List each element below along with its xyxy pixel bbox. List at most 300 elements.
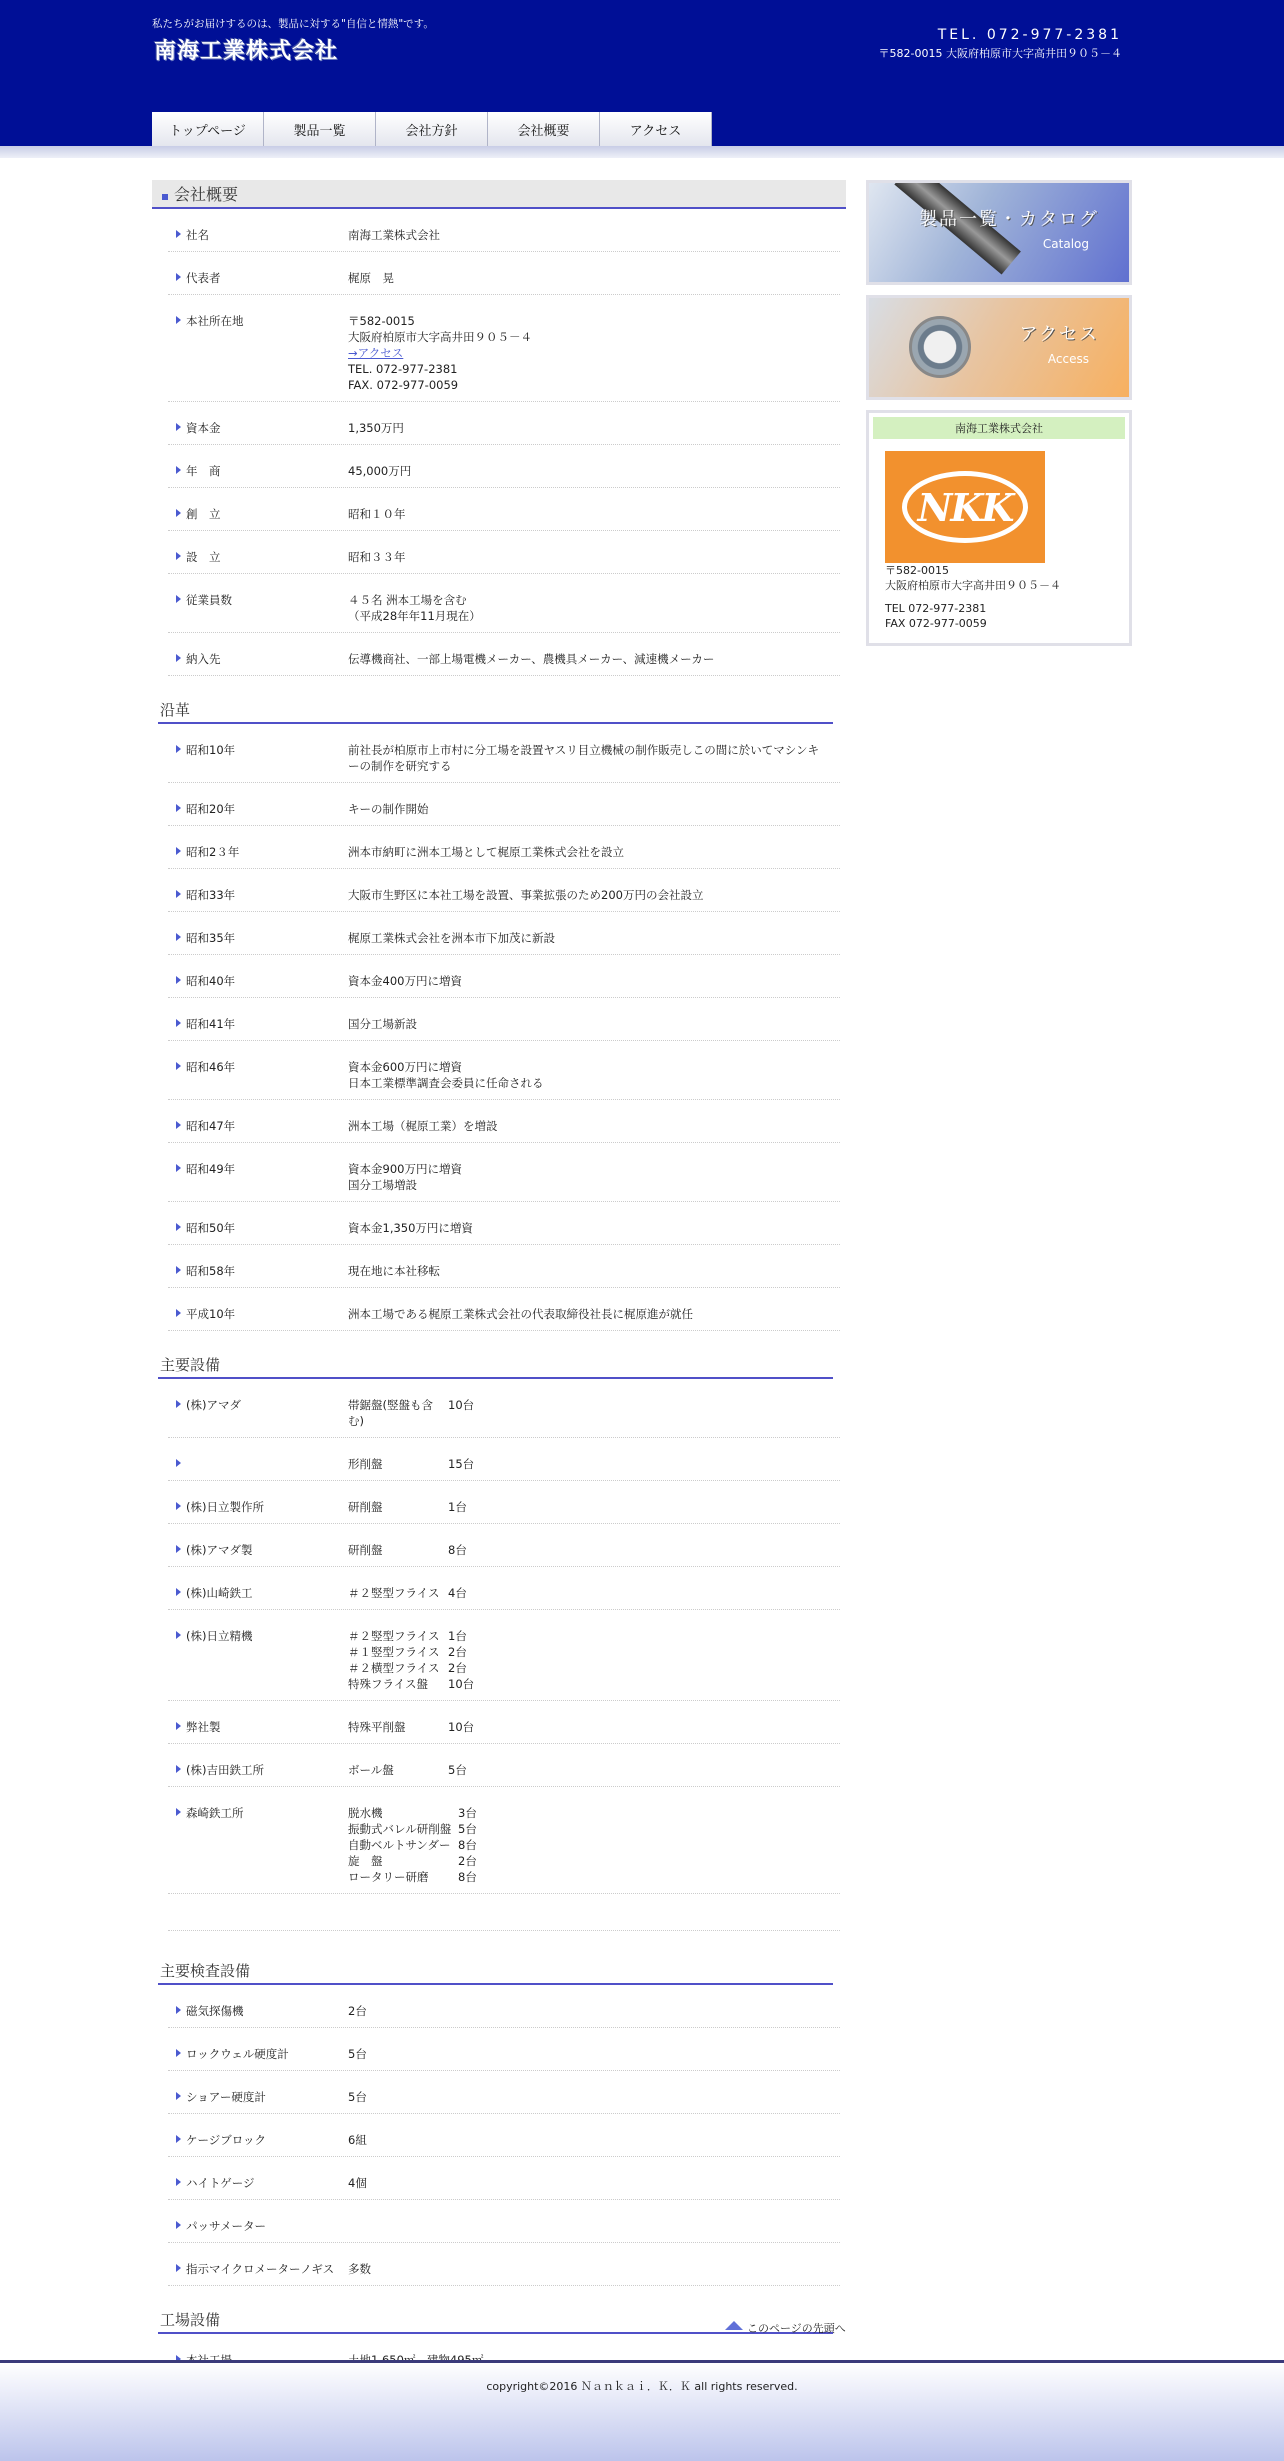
nav-company[interactable]: 会社概要 (488, 112, 600, 146)
arrow-right-icon (176, 2178, 181, 2186)
row-label (168, 463, 348, 479)
company-card-address (885, 563, 1125, 631)
arrow-right-icon (176, 1722, 181, 1730)
row-value (348, 930, 840, 946)
table-row (168, 1610, 840, 1701)
row-label (168, 2261, 348, 2277)
equipment-count: 10台 (448, 1398, 475, 1412)
row-value (348, 2089, 840, 2105)
row-label-text: 森崎鉄工所 (186, 1806, 244, 1820)
row-label (168, 549, 348, 565)
table-row (168, 1245, 840, 1288)
main-nav (152, 112, 712, 146)
row-label (168, 2089, 348, 2105)
row-label-text: 社名 (186, 228, 209, 242)
card-line: 〒582-0015 (885, 564, 949, 577)
site-footer (0, 2363, 1284, 2461)
equipment-name: ボール盤 (348, 1763, 394, 1777)
arrow-right-icon (176, 1019, 181, 1027)
access-banner-sub: Access (1047, 352, 1089, 366)
table-row (168, 633, 840, 676)
row-value (348, 1628, 840, 1692)
table-row (168, 1985, 840, 2028)
row-label-text: 昭和50年 (186, 1221, 236, 1235)
table-row (168, 2114, 840, 2157)
equipment-count: 1台 (448, 1500, 467, 1514)
table-row (168, 2243, 840, 2286)
main-content (152, 180, 846, 2457)
row-label (168, 1628, 348, 1692)
arrow-up-icon (725, 2321, 743, 2330)
row-label-text: 昭和49年 (186, 1162, 236, 1176)
arrow-right-icon (176, 423, 181, 431)
table-row (168, 1379, 840, 1438)
equipment-count: 2台 (448, 1661, 467, 1675)
copyright: copyright©2016 Ｎａｎｋａｉ．Ｋ．Ｋ all rights reserved. (486, 2380, 798, 2393)
value-line: 資本金1,350万円に増資 (348, 1221, 473, 1235)
value-line: 〒582-0015 (348, 314, 415, 328)
value-line (348, 2218, 830, 2234)
row-label-text: 設 立 (186, 550, 221, 564)
row-label-text: (株)アマダ (186, 1398, 241, 1412)
arrow-right-icon (176, 2092, 181, 2100)
value-line: 多数 (348, 2262, 371, 2276)
arrow-right-icon (176, 1062, 181, 1070)
value-line: 洲本市納町に洲本工場として梶原工業株式会社を設立 (348, 845, 624, 859)
row-value (348, 1306, 840, 1322)
row-value (348, 1118, 840, 1134)
arrow-right-icon (176, 1164, 181, 1172)
overview-table (168, 209, 840, 676)
nav-top[interactable]: トップページ (152, 112, 264, 146)
row-value (348, 1542, 840, 1558)
row-label-text: 昭和33年 (186, 888, 236, 902)
row-label (168, 1397, 348, 1429)
equipment-count: 8台 (458, 1870, 477, 1884)
page-title: 会社概要 (174, 185, 239, 204)
table-row (168, 1438, 840, 1481)
table-row (168, 1567, 840, 1610)
equipment-name: 自動ベルトサンダー (348, 1838, 451, 1852)
row-label (168, 1456, 348, 1472)
table-row (168, 2028, 840, 2071)
arrow-right-icon (176, 804, 181, 812)
arrow-right-icon (176, 2264, 181, 2272)
table-row (168, 531, 840, 574)
nkk-logo-text: NKK (902, 471, 1028, 543)
compass-icon (909, 316, 971, 378)
value-line: 昭和３３年 (348, 550, 406, 564)
arrow-right-icon (176, 509, 181, 517)
row-value (348, 1456, 840, 1472)
value-line: 伝導機商社、一部上場電機メーカー、農機具メーカー、減速機メーカー (348, 652, 715, 666)
page-top-label: このページの先頭へ (747, 2322, 846, 2335)
equipment-list (348, 1719, 830, 1735)
value-line: 1,350万円 (348, 421, 404, 435)
company-card-title: 南海工業株式会社 (873, 417, 1125, 439)
row-label-text: (株)アマダ製 (186, 1543, 253, 1557)
table-row (168, 783, 840, 826)
value-line: キーの制作開始 (348, 802, 429, 816)
row-value (348, 506, 840, 522)
arrow-right-icon (176, 1808, 181, 1816)
table-row (168, 1202, 840, 1245)
arrow-right-icon (176, 890, 181, 898)
table-row (168, 295, 840, 402)
row-label-text: 昭和20年 (186, 802, 236, 816)
row-value (348, 2218, 840, 2234)
table-row (168, 869, 840, 912)
access-banner[interactable] (866, 295, 1132, 400)
equipment-name: 特殊フライス盤 (348, 1677, 429, 1691)
row-value (348, 592, 840, 624)
equipment-list (348, 1542, 830, 1558)
row-value (348, 651, 840, 667)
table-row (168, 402, 840, 445)
row-value (348, 1220, 840, 1236)
equipment-name: 特殊平削盤 (348, 1720, 406, 1734)
table-row (168, 998, 840, 1041)
row-label (168, 1542, 348, 1558)
table-row (168, 488, 840, 531)
row-label-text: 昭和46年 (186, 1060, 236, 1074)
row-value (348, 1499, 840, 1515)
row-label-text: (株)日立製作所 (186, 1500, 264, 1514)
arrow-right-icon (176, 976, 181, 984)
equipment-count: 5台 (458, 1822, 477, 1836)
arrow-right-icon (176, 1121, 181, 1129)
row-value (348, 2132, 840, 2148)
table-row (168, 1787, 840, 1894)
equipment-name: 脱水機 (348, 1806, 383, 1820)
equipment-name: 研削盤 (348, 1500, 383, 1514)
value-line: 国分工場新設 (348, 1017, 417, 1031)
row-label-text: 代表者 (186, 271, 221, 285)
row-value (348, 2046, 840, 2062)
arrow-right-icon (176, 2049, 181, 2057)
equipment-count: 8台 (458, 1838, 477, 1852)
arrow-right-icon (176, 1588, 181, 1596)
table-row (168, 1481, 840, 1524)
catalog-banner-sub: Catalog (1042, 237, 1089, 251)
row-label-text: ロックウェル硬度計 (186, 2047, 289, 2061)
equipment-list (348, 1805, 830, 1885)
row-label (168, 801, 348, 817)
row-label-text: 昭和58年 (186, 1264, 236, 1278)
row-label-text: パッサメーター (186, 2219, 267, 2233)
arrow-right-icon (176, 230, 181, 238)
row-label (168, 313, 348, 393)
row-label-text: 指示マイクロメーターノギス (186, 2262, 335, 2276)
arrow-right-icon (176, 2135, 181, 2143)
row-label-text: 弊社製 (186, 1720, 221, 1734)
row-value (348, 1161, 840, 1193)
value-line: 昭和１０年 (348, 507, 406, 521)
table-row (168, 209, 840, 252)
equipment-name: ロータリー研磨 (348, 1870, 429, 1884)
equipment-count: 4台 (448, 1586, 467, 1600)
arrow-right-icon (176, 1459, 181, 1467)
row-label-text: 創 立 (186, 507, 221, 521)
table-row (168, 1701, 840, 1744)
tagline: 私たちがお届けするのは、製品に対する"自信と情熱"です。 (152, 18, 434, 30)
value-line: 南海工業株式会社 (348, 228, 440, 242)
value-line: 梶原 晃 (348, 271, 394, 285)
history-table (168, 724, 840, 1331)
row-label-text: ケージブロック (186, 2133, 267, 2147)
row-label-text: 昭和41年 (186, 1017, 236, 1031)
row-label (168, 651, 348, 667)
row-label-text: 従業員数 (186, 593, 232, 607)
table-row (168, 1524, 840, 1567)
table-row (168, 252, 840, 295)
row-label (168, 506, 348, 522)
value-line: （平成28年年11月現在） (348, 609, 481, 623)
equipment-list (348, 1456, 830, 1472)
table-row (168, 2200, 840, 2243)
row-value (348, 2175, 840, 2191)
equipment-name: 旋 盤 (348, 1854, 383, 1868)
table-row (168, 826, 840, 869)
access-link[interactable]: →アクセス (348, 346, 404, 360)
factory-heading: 工場設備 (158, 2310, 833, 2334)
arrow-right-icon (176, 1631, 181, 1639)
equipment-count: 2台 (448, 1645, 467, 1659)
row-label (168, 2132, 348, 2148)
equipment-name: 研削盤 (348, 1543, 383, 1557)
row-label (168, 844, 348, 860)
row-label-text: 納入先 (186, 652, 221, 666)
row-label (168, 1220, 348, 1236)
row-label (168, 1016, 348, 1032)
equipment-list (348, 1499, 830, 1515)
row-value (348, 844, 840, 860)
value-line: 6組 (348, 2133, 367, 2147)
history-heading: 沿革 (158, 700, 833, 724)
row-value (348, 270, 840, 286)
row-label-text: 昭和2３年 (186, 845, 240, 859)
catalog-banner-title: 製品一覧・カタログ (919, 209, 1099, 230)
value-line: 5台 (348, 2090, 367, 2104)
row-label (168, 1585, 348, 1601)
row-value (348, 1059, 840, 1091)
nkk-logo (885, 451, 1045, 563)
value-line: 大阪府柏原市大字高井田９０５－４ (348, 330, 532, 344)
row-value (348, 1016, 840, 1032)
row-value (348, 1585, 840, 1601)
arrow-right-icon (176, 1545, 181, 1553)
table-row (168, 1744, 840, 1787)
equipment-count: 15台 (448, 1457, 475, 1471)
row-label (168, 887, 348, 903)
value-line: 5台 (348, 2047, 367, 2061)
value-line: 国分工場増設 (348, 1178, 417, 1192)
row-value (348, 887, 840, 903)
table-row (168, 912, 840, 955)
value-line: 資本金400万円に増資 (348, 974, 462, 988)
equipment-table (168, 1379, 840, 1931)
inspection-table (168, 1985, 840, 2286)
table-row (168, 445, 840, 488)
table-row (168, 724, 840, 783)
arrow-right-icon (176, 316, 181, 324)
card-line: TEL 072-977-2381 (885, 602, 987, 615)
row-label-text: 平成10年 (186, 1307, 236, 1321)
arrow-right-icon (176, 1223, 181, 1231)
value-line: 45,000万円 (348, 464, 412, 478)
page-top-link[interactable] (725, 2320, 846, 2336)
row-label-text: 昭和10年 (186, 743, 236, 757)
card-line: 大阪府柏原市大字高井田９０５－４ (885, 579, 1061, 592)
row-label (168, 973, 348, 989)
equipment-count: 10台 (448, 1677, 475, 1691)
value-line: 4個 (348, 2176, 367, 2190)
equipment-name: ＃２竪型フライス (348, 1629, 440, 1643)
value-line: FAX. 072-977-0059 (348, 378, 459, 392)
row-label-text: 資本金 (186, 421, 221, 435)
table-row (168, 1143, 840, 1202)
arrow-right-icon (176, 1266, 181, 1274)
row-label-text: ハイトゲージ (186, 2176, 255, 2190)
row-label-text: (株)山崎鉄工 (186, 1586, 253, 1600)
arrow-right-icon (176, 595, 181, 603)
arrow-right-icon (176, 1765, 181, 1773)
row-label (168, 420, 348, 436)
row-label (168, 1059, 348, 1091)
row-label (168, 1499, 348, 1515)
table-row (168, 1288, 840, 1331)
arrow-right-icon (176, 933, 181, 941)
equipment-name: 形削盤 (348, 1457, 383, 1471)
arrow-right-icon (176, 1309, 181, 1317)
value-line: 前社長が柏原市上市村に分工場を設置ヤスリ目立機械の制作販売しこの間に於いてマシンキーの制作を研究する (348, 743, 819, 773)
company-card (866, 410, 1132, 646)
value-line: ４５名 洲本工場を含む (348, 593, 467, 607)
row-label (168, 270, 348, 286)
equipment-list (348, 1628, 830, 1692)
row-value (348, 463, 840, 479)
row-label (168, 2003, 348, 2019)
row-label-text: 年 商 (186, 464, 221, 478)
table-row (168, 2157, 840, 2200)
equipment-name: 振動式バレル研削盤 (348, 1822, 452, 1836)
row-value (348, 2003, 840, 2019)
row-label-text: ショアー硬度計 (186, 2090, 266, 2104)
equipment-list (348, 1397, 830, 1429)
row-label (168, 742, 348, 774)
row-value (348, 549, 840, 565)
arrow-right-icon (176, 1400, 181, 1408)
equipment-count: 5台 (448, 1763, 467, 1777)
row-value (348, 1762, 840, 1778)
row-label (168, 1719, 348, 1735)
arrow-right-icon (176, 2006, 181, 2014)
equipment-count: 10台 (448, 1720, 475, 1734)
site-header (152, 0, 1124, 146)
equipment-name: ＃２横型フライス (348, 1661, 440, 1675)
row-label (168, 227, 348, 243)
row-label-text: 昭和40年 (186, 974, 236, 988)
table-row (168, 955, 840, 998)
arrow-right-icon (176, 466, 181, 474)
nav-products[interactable]: 製品一覧 (264, 112, 376, 146)
row-label (168, 1762, 348, 1778)
row-value (348, 742, 840, 774)
row-value (348, 801, 840, 817)
row-label (168, 1805, 348, 1885)
table-row (168, 1041, 840, 1100)
access-banner-title: アクセス (1019, 324, 1099, 345)
row-value (348, 1805, 840, 1885)
arrow-right-icon (176, 2221, 181, 2229)
row-label (168, 1306, 348, 1322)
arrow-right-icon (176, 654, 181, 662)
value-line: 洲本工場である梶原工業株式会社の代表取締役社長に梶原進が就任 (348, 1307, 693, 1321)
site-logo[interactable]: 南海工業株式会社 (154, 38, 339, 64)
equipment-name: ＃１竪型フライス (348, 1645, 440, 1659)
row-label-text: (株)吉田鉄工所 (186, 1763, 264, 1777)
arrow-right-icon (176, 847, 181, 855)
row-label (168, 2046, 348, 2062)
value-line: 現在地に本社移転 (348, 1264, 440, 1278)
equipment-name: 帯鋸盤(竪盤も含む) (348, 1398, 433, 1428)
equipment-heading: 主要設備 (158, 1355, 833, 1379)
row-value (348, 973, 840, 989)
value-line: 資本金900万円に増資 (348, 1162, 462, 1176)
row-value (348, 2261, 840, 2277)
equipment-count: 8台 (448, 1543, 467, 1557)
row-label-text: 昭和47年 (186, 1119, 236, 1133)
nav-policy[interactable]: 会社方針 (376, 112, 488, 146)
card-line: FAX 072-977-0059 (885, 617, 987, 630)
table-row (168, 1100, 840, 1143)
equipment-list (348, 1585, 830, 1601)
row-label-text: (株)日立精機 (186, 1629, 253, 1643)
row-value (348, 1397, 840, 1429)
arrow-right-icon (176, 745, 181, 753)
row-label (168, 1263, 348, 1279)
row-value (348, 227, 840, 243)
header-stripe (0, 146, 1284, 158)
equipment-count: 2台 (458, 1854, 477, 1868)
card-line (885, 593, 1125, 601)
inspection-heading: 主要検査設備 (158, 1961, 833, 1985)
row-value (348, 1719, 840, 1735)
arrow-right-icon (176, 552, 181, 560)
arrow-right-icon (176, 1502, 181, 1510)
row-label (168, 2175, 348, 2191)
row-value (348, 420, 840, 436)
table-row (168, 574, 840, 633)
value-line: 洲本工場（梶原工業）を増設 (348, 1119, 498, 1133)
row-value (348, 313, 840, 393)
row-label-text: 昭和35年 (186, 931, 236, 945)
catalog-banner[interactable] (866, 180, 1132, 285)
row-label (168, 1118, 348, 1134)
equipment-name: ＃２竪型フライス (348, 1586, 440, 1600)
row-label (168, 930, 348, 946)
empty-row (168, 1894, 840, 1931)
value-line: 大阪市生野区に本社工場を設置、事業拡張のため200万円の会社設立 (348, 888, 704, 902)
value-line: 2台 (348, 2004, 367, 2018)
nav-access[interactable]: アクセス (600, 112, 712, 146)
equipment-count: 1台 (448, 1629, 467, 1643)
arrow-right-icon (176, 273, 181, 281)
row-label-text: 本社所在地 (186, 314, 244, 328)
value-line: 梶原工業株式会社を洲本市下加茂に新設 (348, 931, 555, 945)
heading-square-icon (162, 194, 168, 200)
page-heading (152, 180, 846, 209)
